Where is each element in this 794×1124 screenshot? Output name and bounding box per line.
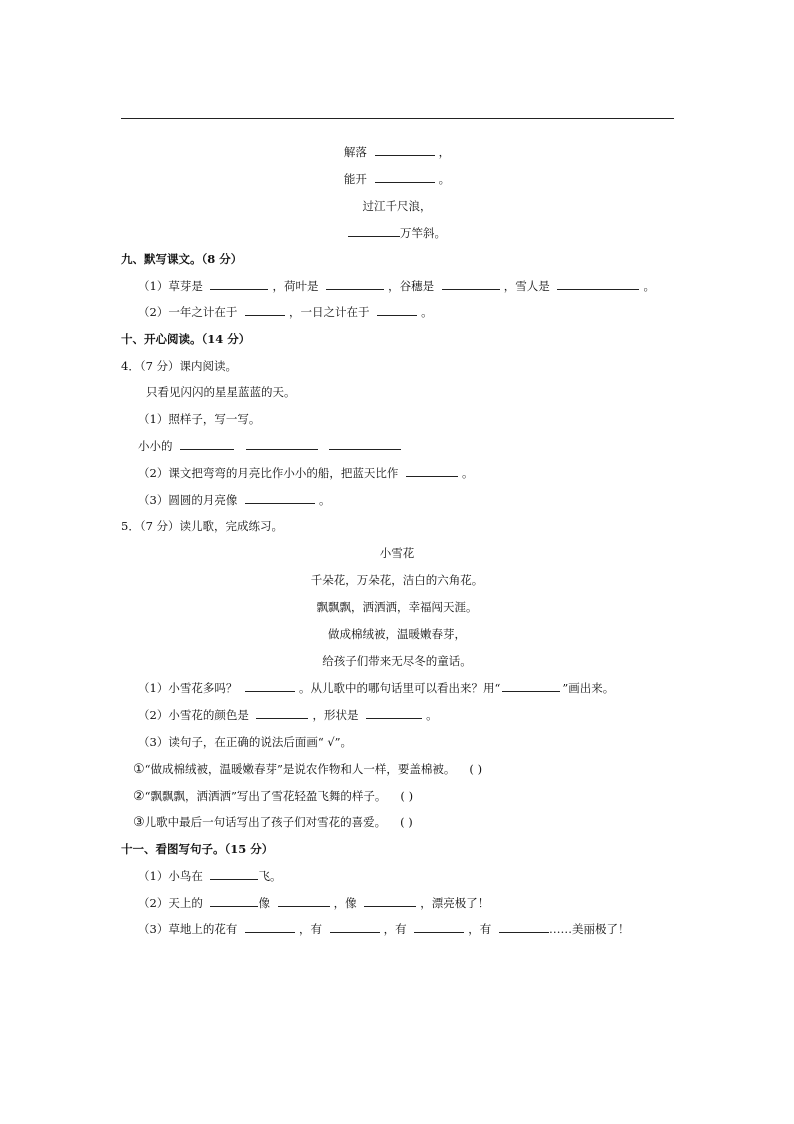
question-number: （1） — [138, 279, 169, 293]
answer-blank[interactable] — [375, 145, 435, 156]
poem-line-2 — [0, 172, 794, 186]
question-4-1: （1）照样子，写一写。 — [138, 412, 261, 426]
question-text: （2）小雪花的颜色是 — [138, 708, 249, 722]
answer-blank[interactable] — [499, 922, 549, 933]
section-11-title: 十一、看图写句子。（15 分） — [121, 842, 274, 856]
answer-blank[interactable] — [245, 681, 295, 692]
answer-blank[interactable] — [406, 466, 458, 477]
poem-line: 千朵花，万朵花，洁白的六角花。 — [310, 573, 484, 587]
question-text: 。从儿歌中的哪句话里可以看出来？用“ — [298, 681, 501, 695]
circled-number: ② — [133, 789, 145, 804]
punctuation: ， — [438, 145, 451, 159]
answer-blank[interactable] — [364, 896, 416, 907]
question-text: （2）课文把弯弯的月亮比作小小的船，把蓝天比作 — [138, 466, 399, 480]
question-5-1 — [138, 681, 614, 695]
question-text: ……美丽极了！ — [548, 922, 630, 936]
question-text: ，有 — [383, 922, 407, 936]
answer-parentheses[interactable]: ( ) — [400, 789, 414, 803]
answer-blank[interactable] — [180, 439, 234, 450]
answer-blank[interactable] — [256, 708, 308, 719]
question-text: ，漂亮极了！ — [420, 896, 490, 910]
question-text: （3）圆圆的月亮像 — [138, 493, 238, 507]
header-rule — [121, 118, 674, 119]
section-10-title: 十、开心阅读。（14 分） — [121, 332, 251, 346]
answer-blank[interactable] — [366, 708, 422, 719]
question-text: （1）小鸟在 — [138, 869, 203, 883]
answer-blank[interactable] — [330, 922, 380, 933]
question-text: 像 — [258, 896, 270, 910]
judgment-text: “飘飘飘，洒洒洒”写出了雪花轻盈飞舞的样子。 — [144, 789, 387, 803]
answer-blank[interactable] — [245, 305, 285, 316]
answer-blank[interactable] — [210, 279, 268, 290]
answer-blank[interactable] — [377, 305, 417, 316]
question-text: ，荷叶是 — [272, 279, 319, 293]
punctuation: 。 — [643, 279, 655, 293]
example-text: 小小的 — [138, 439, 173, 453]
answer-blank[interactable] — [442, 279, 500, 290]
poem-text: 能开 — [343, 172, 367, 186]
punctuation: 。 — [318, 493, 331, 507]
question-text: ”画出来。 — [562, 681, 615, 695]
question-9-1 — [138, 279, 655, 293]
punctuation: 。 — [421, 305, 433, 319]
question-text: ，有 — [468, 922, 492, 936]
judgment-item-2 — [133, 789, 413, 804]
punctuation: 。 — [426, 708, 438, 722]
question-text: ，像 — [333, 896, 357, 910]
judgment-text: “做成棉绒被，温暖嫩春芽”是说农作物和人一样，要盖棉被。 — [144, 762, 456, 776]
question-text: 草芽是 — [168, 279, 203, 293]
answer-parentheses[interactable]: ( ) — [400, 815, 413, 829]
answer-blank[interactable] — [326, 279, 384, 290]
poem-line-4 — [0, 226, 794, 240]
poem-line: 给孩子们带来无尽冬的童话。 — [322, 654, 472, 668]
question-11-2 — [138, 896, 489, 910]
question-4-3 — [138, 493, 330, 507]
question-5-3: （3）读句子，在正确的说法后面画“ √”。 — [138, 735, 353, 749]
question-4-header: 4．（7 分）课内阅读。 — [121, 359, 238, 373]
question-9-2 — [138, 305, 433, 319]
answer-blank[interactable] — [375, 172, 435, 183]
answer-blank[interactable] — [502, 681, 560, 692]
poem-line: 做成棉绒被，温暖嫩春芽， — [328, 627, 466, 641]
judgment-item-1 — [133, 762, 482, 777]
question-text: ，雪人是 — [503, 279, 550, 293]
question-text: ，形状是 — [312, 708, 359, 722]
question-text: ，有 — [298, 922, 322, 936]
circled-number: ① — [133, 762, 145, 777]
question-text: （2）天上的 — [138, 896, 203, 910]
answer-blank[interactable] — [246, 439, 318, 450]
punctuation: 。 — [438, 172, 451, 186]
answer-parentheses[interactable]: ( ) — [469, 762, 483, 776]
circled-number: ③ — [133, 815, 145, 830]
question-11-3 — [138, 922, 629, 936]
example-line — [138, 439, 405, 453]
answer-blank[interactable] — [210, 869, 258, 880]
punctuation: 。 — [461, 466, 474, 480]
section-9-title: 九、默写课文。（8 分） — [121, 252, 243, 266]
reading-passage: 只看见闪闪的星星蓝蓝的天。 — [146, 385, 296, 399]
question-text: ，一日之计在于 — [288, 305, 370, 319]
question-5-2 — [138, 708, 438, 722]
answer-blank[interactable] — [278, 896, 330, 907]
question-text: ，谷穗是 — [388, 279, 435, 293]
answer-blank[interactable] — [245, 493, 315, 504]
poem-line: 飘飘飘，洒洒洒，幸福闯天涯。 — [316, 600, 478, 614]
answer-blank[interactable] — [557, 279, 639, 290]
question-number: （2） — [138, 305, 169, 319]
poem-text: 万竿斜。 — [400, 226, 446, 240]
judgment-item-3 — [133, 815, 413, 830]
poem-line-1 — [0, 145, 794, 159]
poem-title: 小雪花 — [379, 546, 415, 560]
answer-blank[interactable] — [329, 439, 401, 450]
answer-blank[interactable] — [414, 922, 464, 933]
answer-blank[interactable] — [348, 226, 400, 237]
question-text: （3）草地上的花有 — [138, 922, 238, 936]
question-text: 一年之计在于 — [168, 305, 238, 319]
judgment-text: 儿歌中最后一句话写出了孩子们对雪花的喜爱。 — [144, 815, 387, 829]
question-text: 飞。 — [258, 869, 282, 883]
question-5-header: 5．（7 分）读儿歌，完成练习。 — [121, 519, 284, 533]
question-text: （1）小雪花多吗？ — [138, 681, 238, 695]
poem-text: 解落 — [343, 145, 367, 159]
answer-blank[interactable] — [210, 896, 258, 907]
question-11-1 — [138, 869, 281, 883]
poem-line-3: 过江千尺浪， — [362, 199, 432, 213]
answer-blank[interactable] — [245, 922, 295, 933]
question-4-2 — [138, 466, 473, 480]
